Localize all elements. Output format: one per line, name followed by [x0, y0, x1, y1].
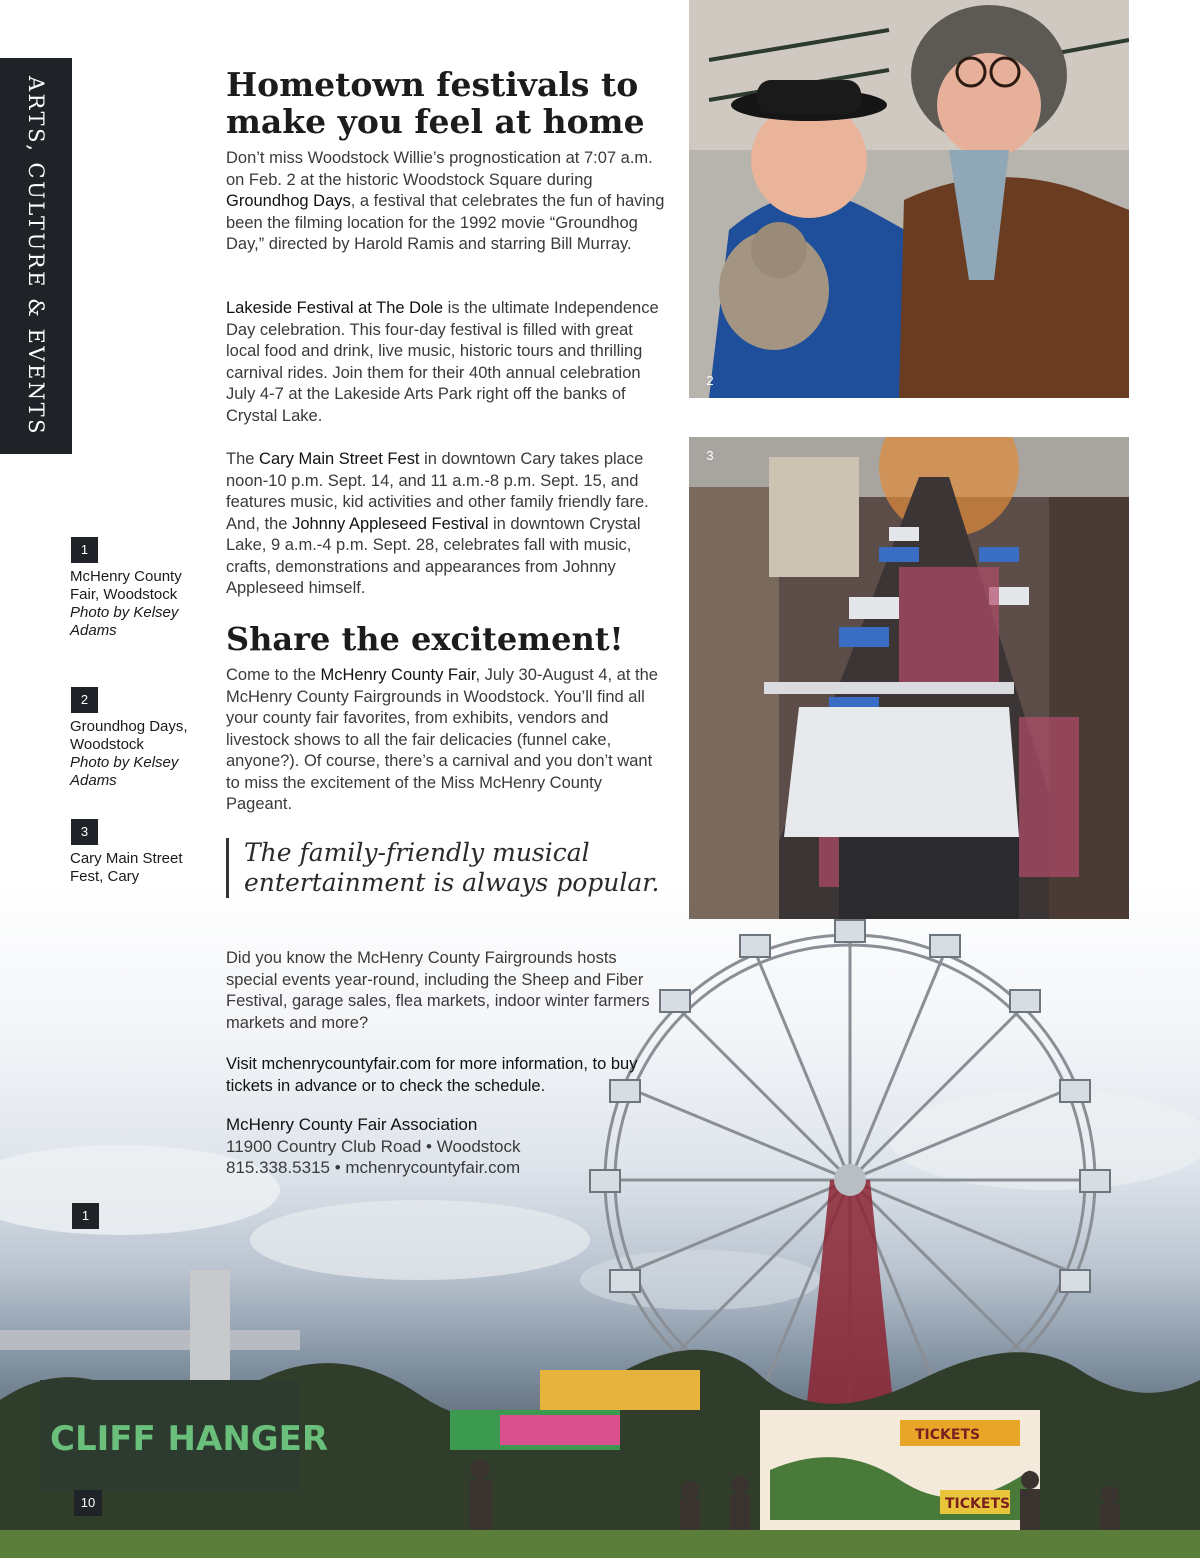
cary-main-street-photo [689, 437, 1129, 919]
caption-3 [70, 850, 206, 886]
p1-text: Don’t miss Woodstock Willie’s prognostication at 7:07 a.m. on Feb. 2 at the historic Woodstock Square during [226, 149, 653, 189]
contact-address: 11900 Country Club Road • Woodstock [226, 1136, 521, 1156]
fair-photo-badge: 1 [72, 1203, 99, 1229]
main-heading: Hometown festivals to make you feel at home [226, 65, 645, 141]
p4-text: Come to the [226, 666, 321, 684]
appleseed-bold: Johnny Appleseed Festival [292, 514, 489, 533]
section-tab [0, 58, 72, 454]
contact-phone-web: 815.338.5315 • mchenrycountyfair.com [226, 1158, 521, 1177]
paragraph-visit: Visit mchenrycountyfair.com for more information, to buy tickets in advance or to check the schedule. [226, 1055, 638, 1095]
caption-2-badge: 2 [71, 687, 98, 713]
caption-2-title: Groundhog Days, Woodstock [70, 718, 188, 753]
caption-1-title: McHenry County Fair, Woodstock [70, 568, 182, 603]
cary-fest-bold: Cary Main Street Fest [259, 450, 420, 468]
p4-text-end: , July 30-August 4, at the McHenry County Fairgrounds in Woodstock. You’ll find all your county fair favorites, from exhibits, vendors and livestock shows to all the fair delicacies (funnel cake, anyone?). Of course, there’s a carnival and you don’t want to miss the excitement of the Miss McHenry County Pageant. [226, 666, 658, 813]
caption-3-title: Cary Main Street Fest, Cary [70, 850, 183, 885]
caption-2 [70, 718, 206, 790]
contact-block [226, 1114, 666, 1179]
pull-quote: The family-friendly musical entertainment is always popular. [226, 838, 664, 898]
caption-3-badge: 3 [71, 819, 98, 845]
caption-1 [70, 568, 210, 640]
groundhog-days-photo [689, 0, 1129, 398]
caption-1-credit: Photo by Kelsey Adams [70, 604, 179, 639]
tickets-sign-bottom: TICKETS [945, 1496, 1011, 1512]
county-fair-bold: McHenry County Fair [320, 666, 476, 684]
paragraph-lakeside [226, 298, 666, 427]
groundhog-days-bold: Groundhog Days [226, 192, 351, 210]
section-tab-label: ARTS, CULTURE & EVENTS [24, 75, 48, 437]
page-number: 10 [74, 1490, 102, 1516]
groundhog-photo-art [689, 0, 1129, 398]
p2-text: is the ultimate Independence Day celebration. This four-day festival is filled with great local food and drink, live music, historic tours and thrilling carnival rides. Join them for their 40th annual celebration July 4-7 at the Lakeside Arts Park right off the banks of Crystal Lake. [226, 299, 659, 425]
sub-heading: Share the excitement! [226, 620, 624, 658]
p1-text-end: , a festival that celebrates the fun of having been the filming location for the 1992 movie “Groundhog Day,” directed by Harold Ramis and starring Bill Murray. [226, 192, 665, 253]
p3-text-end: in downtown Crystal Lake, 9 a.m.-4 p.m. Sept. 28, celebrates fall with music, crafts, demonstrations and appearances from Johnny Appleseed himself. [226, 514, 641, 597]
lakeside-festival-bold: Lakeside Festival at The Dole [226, 299, 444, 317]
photo-3-badge: 3 [706, 448, 714, 463]
photo-2-badge: 2 [706, 373, 714, 388]
paragraph-cary [226, 449, 666, 600]
contact-name: McHenry County Fair Association [226, 1115, 478, 1134]
paragraph-fair [226, 665, 666, 816]
caption-2-credit: Photo by Kelsey Adams [70, 754, 179, 789]
p3-text-mid: in downtown Cary takes place noon-10 p.m. Sept. 14, and 11 a.m.-8 p.m. Sept. 15, and features music, kid activities and other family friendly fare. And, the [226, 450, 649, 533]
paragraph-fairgrounds: Did you know the McHenry County Fairgrounds hosts special events year-round, including the Sheep and Fiber Festival, garage sales, flea markets, indoor winter farmers markets and more? [226, 949, 650, 1032]
cliff-hanger-sign: CLIFF HANGER [50, 1419, 329, 1459]
p3-text: The [226, 450, 260, 468]
paragraph-groundhog [226, 148, 666, 256]
caption-1-badge: 1 [71, 537, 98, 563]
tickets-sign-top: TICKETS [915, 1427, 981, 1443]
street-photo-art [689, 437, 1129, 919]
